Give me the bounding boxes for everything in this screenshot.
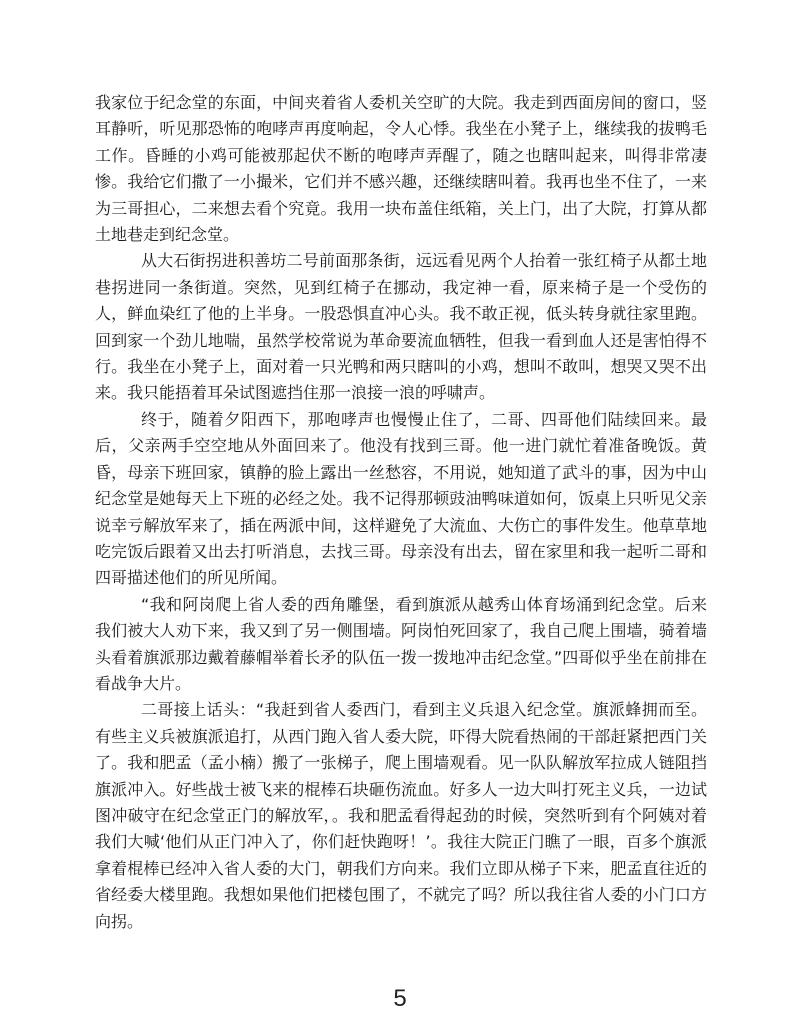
paragraph-4: “我和阿岗爬上省人委的西角雕堡，看到旗派从越秀山体育场涌到纪念堂。后来我们被大人劝下来，我又到了另一侧围墙。阿岗怕死回家了，我自己爬上围墙，骑着墙头看着旗派那边戴着藤帽举着长矛的队伍一拨一拨地冲击纪念堂。”四哥似乎坐在前排在看战争大片。 [95,594,707,693]
paragraph-3: 终于，随着夕阳西下，那咆哮声也慢慢止住了，二哥、四哥他们陆续回来。最后，父亲两手空空地从外面回来了。他没有找到三哥。他一进门就忙着准备晚饭。黄昏，母亲下班回家，镇静的脸上露出一丝愁容，不用说，她知道了武斗的事，因为中山纪念堂是她每天上下班的必经之处。我不记得那顿豉油鸭味道如何，饭桌上只听见父亲说幸亏解放军来了，插在两派中间，这样避免了大流血、大伤亡的事件发生。他草草地吃完饭后跟着又出去打听消息，去找三哥。母亲没有出去，留在家里和我一起听二哥和四哥描述他们的所见所闻。 [95,409,707,588]
paragraph-2: 从大石街拐进积善坊二号前面那条街，远远看见两个人抬着一张红椅子从都土地巷拐进同一条街道。突然，见到红椅子在挪动，我定神一看，原来椅子是一个受伤的人，鲜血染红了他的上半身。一股恐惧直冲心头。我不敢正视，低头转身就往家里跑。回到家一个劲儿地喘，虽然学校常说为革命要流血牺牲，但我一看到血人还是害怕得不行。我坐在小凳子上，面对着一只光鸭和两只瞎叫的小鸡，想叫不敢叫，想哭又哭不出来。我只能捂着耳朵试图遮挡住那一浪接一浪的呼啸声。 [95,251,707,403]
body-text [95,90,707,935]
paragraph-1: 我家位于纪念堂的东面，中间夹着省人委机关空旷的大院。我走到西面房间的窗口，竖耳静听，听见那恐怖的咆哮声再度响起，令人心悸。我坐在小凳子上，继续我的拔鸭毛工作。昏睡的小鸡可能被那起伏不断的咆哮声弄醒了，随之也瞎叫起来，叫得非常凄惨。我给它们撒了一小撮米，它们并不感兴趣，还继续瞎叫着。我再也坐不住了，一来为三哥担心，二来想去看个究竟。我用一块布盖住纸箱，关上门，出了大院，打算从都土地巷走到纪念堂。 [95,93,707,245]
page-number: 5 [393,985,407,1012]
paragraph-5: 二哥接上话头：“我赶到省人委西门，看到主义兵退入纪念堂。旗派蜂拥而至。有些主义兵被旗派追打，从西门跑入省人委大院，吓得大院看热闹的干部赶紧把西门关了。我和肥孟（孟小楠）搬了一张梯子，爬上围墙观看。见一队队解放军拉成人链阻挡旗派冲入。好些战士被飞来的棍棒石块砸伤流血。好多人一边大叫打死主义兵，一边试图冲破守在纪念堂正门的解放军，。我和肥孟看得起劲的时候，突然听到有个阿姨对着我们大喊‘他们从正门冲入了，你们赶快跑呀！’。我往大院正门瞧了一眼，百多个旗派拿着棍棒已经冲入省人委的大门，朝我们方向来。我们立即从梯子下来，肥孟直往近的省经委大楼里跑。我想如果他们把楼包围了，不就完了吗？所以我往省人委的小门口方向拐。 [95,700,707,931]
